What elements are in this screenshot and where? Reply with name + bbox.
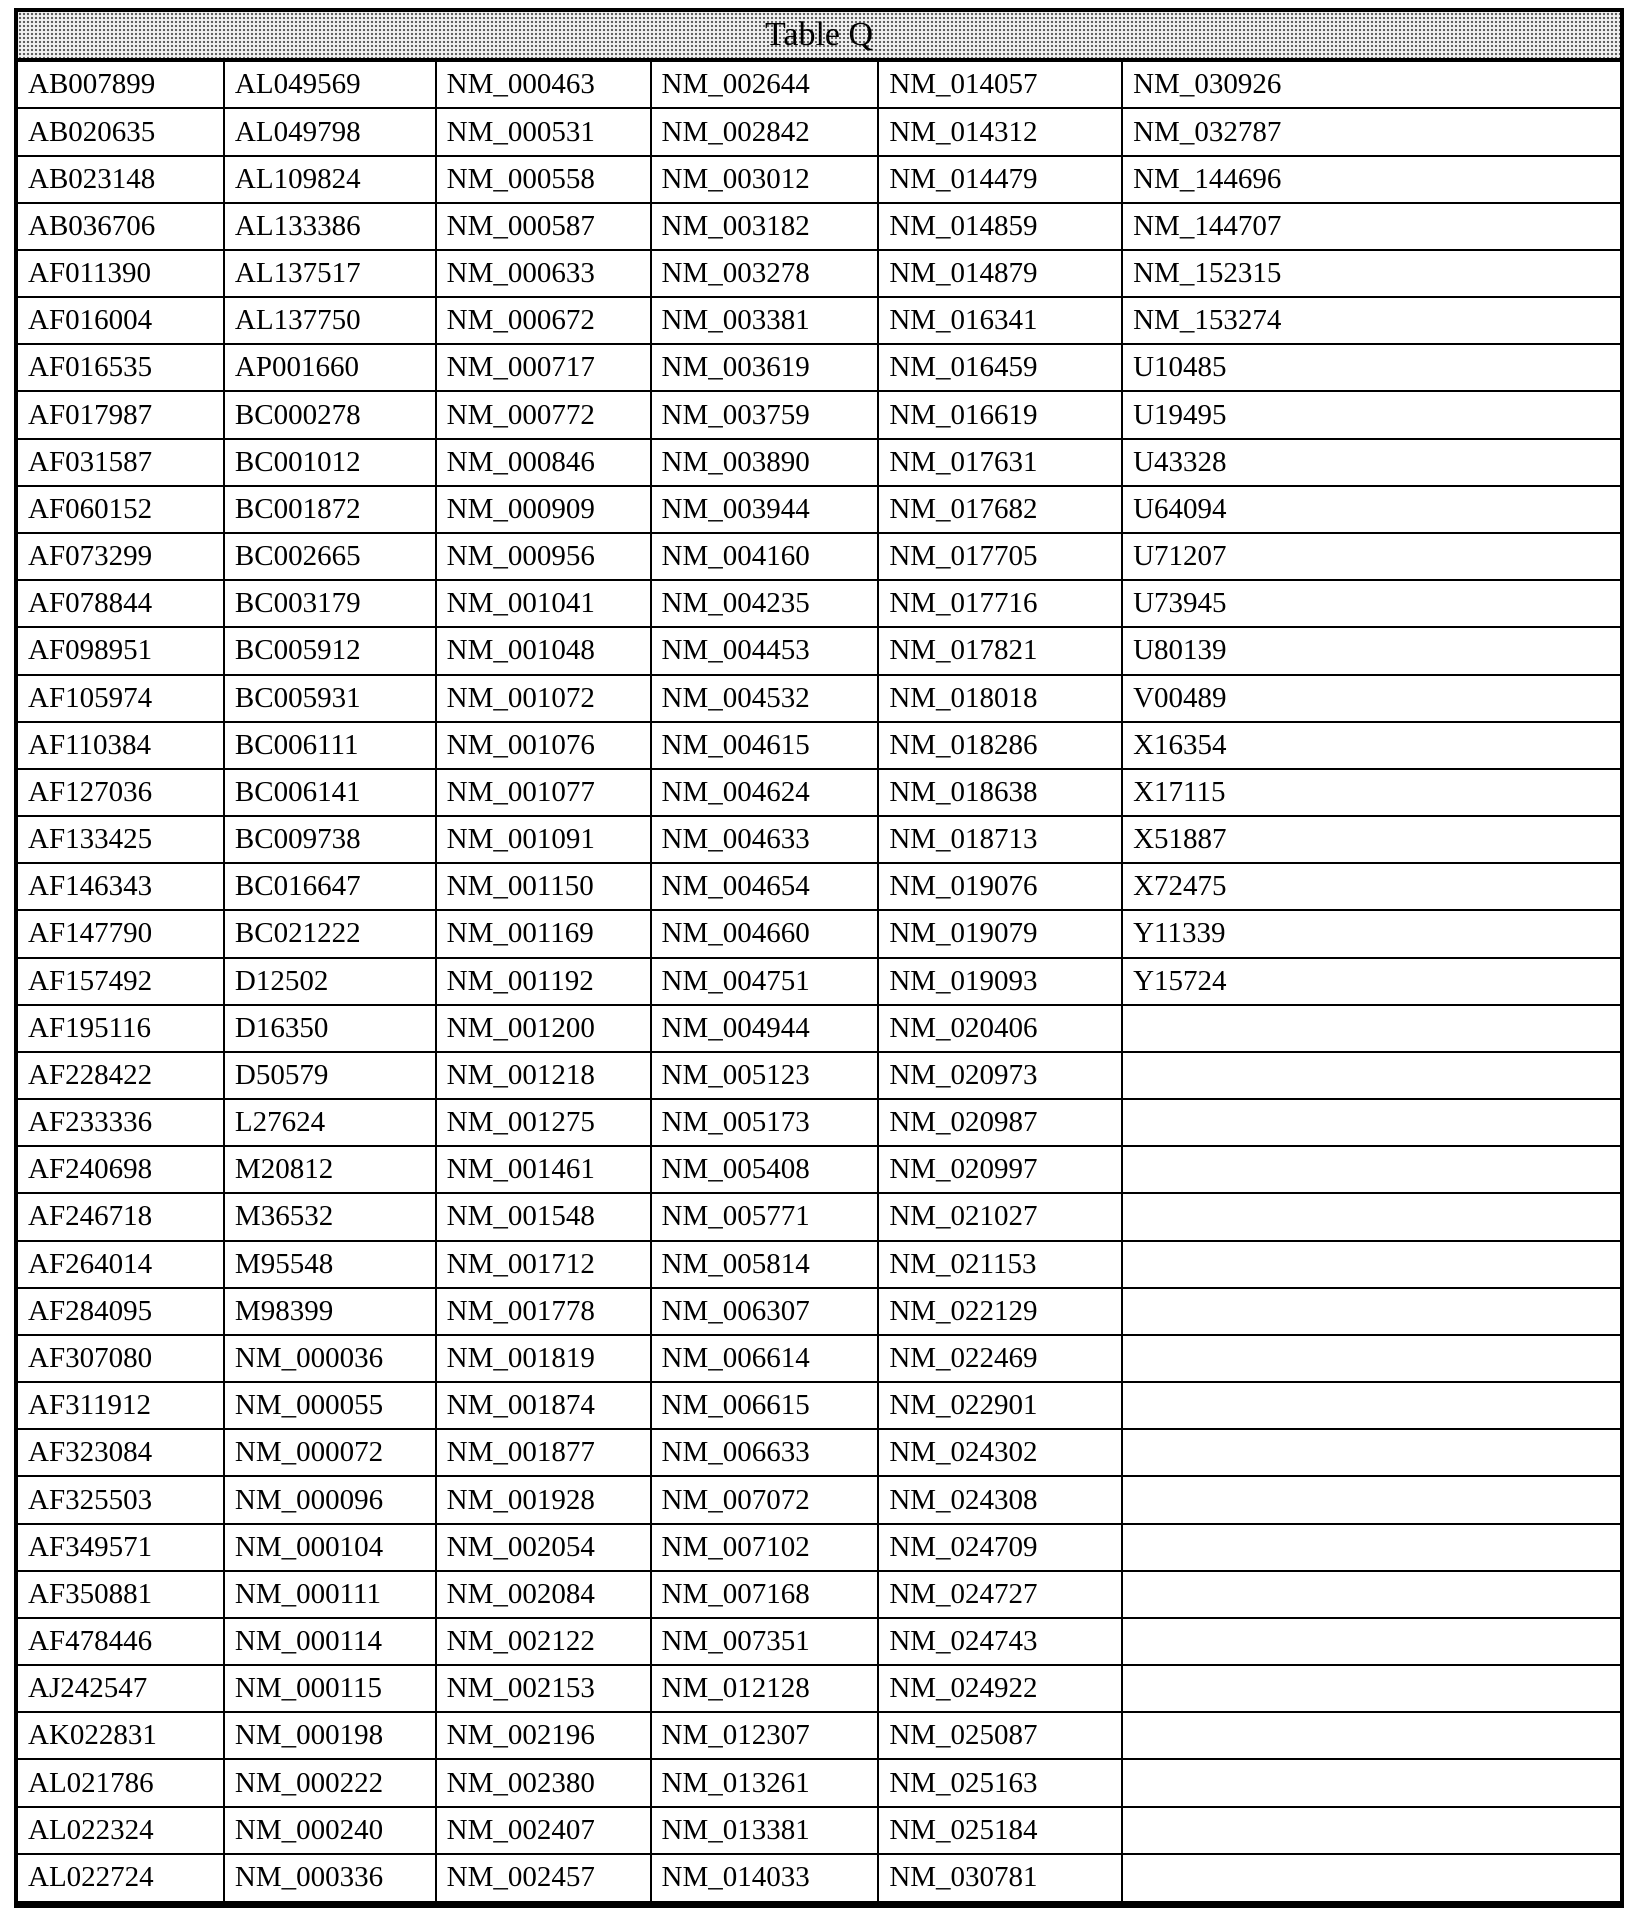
accession-cell: NM_014479 xyxy=(878,156,1122,203)
accession-cell: X51887 xyxy=(1122,816,1621,863)
accession-cell: NM_014033 xyxy=(651,1854,879,1904)
accession-cell: NM_024308 xyxy=(878,1476,1122,1523)
accession-cell: NM_002380 xyxy=(436,1759,651,1806)
accession-cell: NM_002196 xyxy=(436,1712,651,1759)
accession-cell: NM_001548 xyxy=(436,1193,651,1240)
accession-cell: NM_018286 xyxy=(878,722,1122,769)
accession-cell: L27624 xyxy=(224,1099,436,1146)
accession-cell: AL137750 xyxy=(224,297,436,344)
accession-cell: NM_007102 xyxy=(651,1524,879,1571)
accession-cell: NM_018713 xyxy=(878,816,1122,863)
accession-cell xyxy=(1122,1854,1621,1904)
accession-cell xyxy=(1122,1618,1621,1665)
accession-cell xyxy=(1122,1759,1621,1806)
accession-cell: BC001872 xyxy=(224,486,436,533)
accession-cell: AF031587 xyxy=(17,439,224,486)
accession-cell: NM_018018 xyxy=(878,675,1122,722)
accession-cell: NM_004654 xyxy=(651,863,879,910)
accession-cell: NM_017631 xyxy=(878,439,1122,486)
accession-cell: U73945 xyxy=(1122,580,1621,627)
table-row xyxy=(17,1665,1621,1712)
accession-cell xyxy=(1122,1288,1621,1335)
accession-cell: AB023148 xyxy=(17,156,224,203)
accession-cell: AL021786 xyxy=(17,1759,224,1806)
accession-cell: NM_000463 xyxy=(436,60,651,108)
table-row xyxy=(17,1099,1621,1146)
accession-cell: NM_000531 xyxy=(436,108,651,155)
accession-cell: AF240698 xyxy=(17,1146,224,1193)
accession-cell: NM_005814 xyxy=(651,1241,879,1288)
accession-cell: NM_025184 xyxy=(878,1807,1122,1854)
accession-cell: NM_002084 xyxy=(436,1571,651,1618)
table-row xyxy=(17,627,1621,674)
accession-cell: AF060152 xyxy=(17,486,224,533)
accession-cell: AF157492 xyxy=(17,958,224,1005)
accession-cell: AF323084 xyxy=(17,1429,224,1476)
accession-cell: NM_153274 xyxy=(1122,297,1621,344)
accession-cell: U64094 xyxy=(1122,486,1621,533)
accession-cell: NM_152315 xyxy=(1122,250,1621,297)
accession-cell: NM_000222 xyxy=(224,1759,436,1806)
accession-cell: NM_007351 xyxy=(651,1618,879,1665)
accession-cell: NM_004160 xyxy=(651,533,879,580)
accession-cell: NM_001077 xyxy=(436,769,651,816)
accession-cell: AF228422 xyxy=(17,1052,224,1099)
accession-cell: NM_002842 xyxy=(651,108,879,155)
accession-cell xyxy=(1122,1193,1621,1240)
table-row xyxy=(17,203,1621,250)
accession-cell: NM_024922 xyxy=(878,1665,1122,1712)
accession-cell: NM_017821 xyxy=(878,627,1122,674)
accession-cell: NM_001778 xyxy=(436,1288,651,1335)
accession-cell: NM_001461 xyxy=(436,1146,651,1193)
accession-cell: AK022831 xyxy=(17,1712,224,1759)
accession-cell: NM_030781 xyxy=(878,1854,1122,1904)
table-row xyxy=(17,391,1621,438)
table-row xyxy=(17,297,1621,344)
accession-cell: NM_001150 xyxy=(436,863,651,910)
table-row xyxy=(17,108,1621,155)
accession-cell xyxy=(1122,1476,1621,1523)
accession-cell: AL133386 xyxy=(224,203,436,250)
table-row xyxy=(17,580,1621,627)
accession-cell: AF307080 xyxy=(17,1335,224,1382)
accession-cell: NM_005771 xyxy=(651,1193,879,1240)
accession-cell: NM_000111 xyxy=(224,1571,436,1618)
accession-cell: NM_004660 xyxy=(651,910,879,957)
accession-cell: NM_018638 xyxy=(878,769,1122,816)
accession-cell: NM_000240 xyxy=(224,1807,436,1854)
table-row xyxy=(17,344,1621,391)
accession-cell: NM_002054 xyxy=(436,1524,651,1571)
accession-cell: NM_005173 xyxy=(651,1099,879,1146)
accession-cell: NM_000772 xyxy=(436,391,651,438)
accession-cell: M36532 xyxy=(224,1193,436,1240)
table-row xyxy=(17,1571,1621,1618)
accession-cell xyxy=(1122,1665,1621,1712)
accession-cell: NM_000096 xyxy=(224,1476,436,1523)
accession-cell: AF016535 xyxy=(17,344,224,391)
accession-cell xyxy=(1122,1571,1621,1618)
table-row xyxy=(17,486,1621,533)
table-outer-border xyxy=(14,8,1624,1908)
accession-cell: NM_002407 xyxy=(436,1807,651,1854)
accession-cell: NM_014057 xyxy=(878,60,1122,108)
accession-cell: NM_003619 xyxy=(651,344,879,391)
accession-cell: AF478446 xyxy=(17,1618,224,1665)
accession-cell: AF016004 xyxy=(17,297,224,344)
accession-cell: BC016647 xyxy=(224,863,436,910)
accession-cell: AF349571 xyxy=(17,1524,224,1571)
accession-cell xyxy=(1122,1052,1621,1099)
accession-cell: NM_012307 xyxy=(651,1712,879,1759)
accession-cell: U19495 xyxy=(1122,391,1621,438)
accession-cell: NM_003278 xyxy=(651,250,879,297)
accession-cell: NM_020973 xyxy=(878,1052,1122,1099)
accession-cell: NM_000115 xyxy=(224,1665,436,1712)
table-row xyxy=(17,1241,1621,1288)
accession-cell: NM_016341 xyxy=(878,297,1122,344)
table-row xyxy=(17,863,1621,910)
accession-cell: NM_003890 xyxy=(651,439,879,486)
accession-table xyxy=(16,10,1622,1906)
accession-cell: NM_021153 xyxy=(878,1241,1122,1288)
accession-cell: NM_005408 xyxy=(651,1146,879,1193)
accession-cell: NM_004751 xyxy=(651,958,879,1005)
table-body xyxy=(17,60,1621,1904)
table-row xyxy=(17,1005,1621,1052)
accession-cell: U71207 xyxy=(1122,533,1621,580)
accession-cell: NM_000558 xyxy=(436,156,651,203)
table-row xyxy=(17,1712,1621,1759)
accession-cell: AB020635 xyxy=(17,108,224,155)
table-row xyxy=(17,533,1621,580)
accession-cell: V00489 xyxy=(1122,675,1621,722)
table-row xyxy=(17,439,1621,486)
accession-cell: NM_025163 xyxy=(878,1759,1122,1806)
accession-cell: NM_017716 xyxy=(878,580,1122,627)
table-row xyxy=(17,816,1621,863)
accession-cell: NM_019076 xyxy=(878,863,1122,910)
accession-cell: AF127036 xyxy=(17,769,224,816)
accession-cell: BC005931 xyxy=(224,675,436,722)
accession-cell: NM_000846 xyxy=(436,439,651,486)
accession-cell: AL049569 xyxy=(224,60,436,108)
accession-cell: AF146343 xyxy=(17,863,224,910)
accession-cell: AL137517 xyxy=(224,250,436,297)
accession-cell: Y11339 xyxy=(1122,910,1621,957)
accession-cell: NM_001819 xyxy=(436,1335,651,1382)
accession-cell: NM_006615 xyxy=(651,1382,879,1429)
accession-cell: NM_000633 xyxy=(436,250,651,297)
accession-cell: AF195116 xyxy=(17,1005,224,1052)
accession-cell: NM_000114 xyxy=(224,1618,436,1665)
accession-cell xyxy=(1122,1099,1621,1146)
accession-cell: BC005912 xyxy=(224,627,436,674)
accession-cell: NM_000336 xyxy=(224,1854,436,1904)
accession-cell: NM_014312 xyxy=(878,108,1122,155)
accession-cell: AF098951 xyxy=(17,627,224,674)
accession-cell: NM_017705 xyxy=(878,533,1122,580)
accession-cell: NM_007072 xyxy=(651,1476,879,1523)
accession-cell: NM_020987 xyxy=(878,1099,1122,1146)
accession-cell: NM_002457 xyxy=(436,1854,651,1904)
accession-cell: AL109824 xyxy=(224,156,436,203)
accession-cell: NM_020997 xyxy=(878,1146,1122,1193)
table-title: Table Q xyxy=(17,11,1621,60)
table-row xyxy=(17,910,1621,957)
accession-cell: NM_001874 xyxy=(436,1382,651,1429)
accession-cell: NM_000587 xyxy=(436,203,651,250)
table-row xyxy=(17,250,1621,297)
accession-cell: X72475 xyxy=(1122,863,1621,910)
accession-cell: AF284095 xyxy=(17,1288,224,1335)
accession-cell: NM_003012 xyxy=(651,156,879,203)
accession-cell: NM_001877 xyxy=(436,1429,651,1476)
accession-cell: X16354 xyxy=(1122,722,1621,769)
accession-cell xyxy=(1122,1382,1621,1429)
accession-cell: NM_016619 xyxy=(878,391,1122,438)
accession-cell: NM_003182 xyxy=(651,203,879,250)
accession-cell: AP001660 xyxy=(224,344,436,391)
accession-cell: NM_003944 xyxy=(651,486,879,533)
accession-cell: NM_030926 xyxy=(1122,60,1621,108)
accession-cell: NM_144707 xyxy=(1122,203,1621,250)
accession-cell: NM_022901 xyxy=(878,1382,1122,1429)
table-row xyxy=(17,1146,1621,1193)
accession-cell: NM_001928 xyxy=(436,1476,651,1523)
accession-cell: NM_001169 xyxy=(436,910,651,957)
table-row xyxy=(17,1759,1621,1806)
accession-cell: NM_024743 xyxy=(878,1618,1122,1665)
accession-cell: D50579 xyxy=(224,1052,436,1099)
accession-cell: NM_001200 xyxy=(436,1005,651,1052)
accession-cell: AF147790 xyxy=(17,910,224,957)
accession-cell: BC002665 xyxy=(224,533,436,580)
accession-cell: D12502 xyxy=(224,958,436,1005)
table-row xyxy=(17,675,1621,722)
accession-cell: AB036706 xyxy=(17,203,224,250)
accession-cell: NM_001712 xyxy=(436,1241,651,1288)
accession-cell xyxy=(1122,1146,1621,1193)
accession-cell xyxy=(1122,1807,1621,1854)
accession-cell: NM_001091 xyxy=(436,816,651,863)
accession-cell: NM_005123 xyxy=(651,1052,879,1099)
accession-cell: NM_004633 xyxy=(651,816,879,863)
table-row xyxy=(17,1288,1621,1335)
accession-cell: U43328 xyxy=(1122,439,1621,486)
accession-cell: NM_024709 xyxy=(878,1524,1122,1571)
accession-cell: NM_019093 xyxy=(878,958,1122,1005)
accession-cell: M98399 xyxy=(224,1288,436,1335)
accession-cell: AF233336 xyxy=(17,1099,224,1146)
accession-cell: NM_004532 xyxy=(651,675,879,722)
accession-cell: NM_000909 xyxy=(436,486,651,533)
table-row xyxy=(17,1052,1621,1099)
accession-cell: NM_004453 xyxy=(651,627,879,674)
accession-cell: NM_000198 xyxy=(224,1712,436,1759)
accession-cell: NM_024727 xyxy=(878,1571,1122,1618)
accession-cell: BC001012 xyxy=(224,439,436,486)
accession-cell: AF073299 xyxy=(17,533,224,580)
accession-cell: NM_020406 xyxy=(878,1005,1122,1052)
accession-cell: NM_025087 xyxy=(878,1712,1122,1759)
accession-cell: M20812 xyxy=(224,1146,436,1193)
accession-cell: NM_004624 xyxy=(651,769,879,816)
accession-cell xyxy=(1122,1712,1621,1759)
accession-cell: NM_012128 xyxy=(651,1665,879,1712)
accession-cell: AF350881 xyxy=(17,1571,224,1618)
accession-cell: NM_001218 xyxy=(436,1052,651,1099)
accession-cell: AB007899 xyxy=(17,60,224,108)
accession-cell: NM_001076 xyxy=(436,722,651,769)
accession-cell: NM_004944 xyxy=(651,1005,879,1052)
accession-cell: AF264014 xyxy=(17,1241,224,1288)
accession-cell: NM_000672 xyxy=(436,297,651,344)
table-row xyxy=(17,1382,1621,1429)
accession-cell: NM_006614 xyxy=(651,1335,879,1382)
table-row xyxy=(17,60,1621,108)
accession-cell: D16350 xyxy=(224,1005,436,1052)
accession-cell xyxy=(1122,1335,1621,1382)
accession-cell: BC021222 xyxy=(224,910,436,957)
accession-cell: NM_002153 xyxy=(436,1665,651,1712)
accession-cell: U80139 xyxy=(1122,627,1621,674)
accession-cell: NM_032787 xyxy=(1122,108,1621,155)
accession-cell: NM_000717 xyxy=(436,344,651,391)
accession-cell: AL049798 xyxy=(224,108,436,155)
accession-cell: NM_000956 xyxy=(436,533,651,580)
accession-cell: BC006141 xyxy=(224,769,436,816)
table-row xyxy=(17,1807,1621,1854)
accession-cell: AF110384 xyxy=(17,722,224,769)
accession-cell xyxy=(1122,1005,1621,1052)
accession-cell: NM_014879 xyxy=(878,250,1122,297)
accession-cell: NM_001192 xyxy=(436,958,651,1005)
accession-cell xyxy=(1122,1241,1621,1288)
table-row xyxy=(17,1524,1621,1571)
accession-cell: AF311912 xyxy=(17,1382,224,1429)
accession-cell: NM_013381 xyxy=(651,1807,879,1854)
accession-cell: NM_004235 xyxy=(651,580,879,627)
accession-cell: NM_000055 xyxy=(224,1382,436,1429)
accession-cell: Y15724 xyxy=(1122,958,1621,1005)
accession-cell: NM_001072 xyxy=(436,675,651,722)
accession-cell: AF105974 xyxy=(17,675,224,722)
accession-cell: NM_013261 xyxy=(651,1759,879,1806)
accession-cell: BC006111 xyxy=(224,722,436,769)
accession-cell: M95548 xyxy=(224,1241,436,1288)
accession-cell: AF078844 xyxy=(17,580,224,627)
table-row xyxy=(17,1193,1621,1240)
accession-cell: NM_019079 xyxy=(878,910,1122,957)
accession-cell: AF246718 xyxy=(17,1193,224,1240)
accession-cell: AL022324 xyxy=(17,1807,224,1854)
accession-cell: AL022724 xyxy=(17,1854,224,1904)
accession-cell: BC000278 xyxy=(224,391,436,438)
accession-cell: NM_000036 xyxy=(224,1335,436,1382)
accession-cell: AF011390 xyxy=(17,250,224,297)
accession-cell: NM_017682 xyxy=(878,486,1122,533)
table-row xyxy=(17,1476,1621,1523)
accession-cell: NM_004615 xyxy=(651,722,879,769)
accession-cell: NM_022469 xyxy=(878,1335,1122,1382)
accession-cell xyxy=(1122,1524,1621,1571)
accession-cell: NM_006307 xyxy=(651,1288,879,1335)
accession-cell: NM_000104 xyxy=(224,1524,436,1571)
accession-cell: NM_022129 xyxy=(878,1288,1122,1335)
accession-cell: NM_002644 xyxy=(651,60,879,108)
accession-cell: NM_002122 xyxy=(436,1618,651,1665)
table-row xyxy=(17,769,1621,816)
accession-cell: U10485 xyxy=(1122,344,1621,391)
accession-cell: NM_014859 xyxy=(878,203,1122,250)
accession-cell: AF133425 xyxy=(17,816,224,863)
table-row xyxy=(17,1618,1621,1665)
accession-cell: BC009738 xyxy=(224,816,436,863)
accession-cell: NM_001041 xyxy=(436,580,651,627)
table-row xyxy=(17,722,1621,769)
table-row xyxy=(17,1854,1621,1904)
table-header-row xyxy=(17,11,1621,60)
accession-cell: NM_007168 xyxy=(651,1571,879,1618)
accession-cell: NM_006633 xyxy=(651,1429,879,1476)
accession-cell xyxy=(1122,1429,1621,1476)
accession-cell: X17115 xyxy=(1122,769,1621,816)
accession-cell: NM_144696 xyxy=(1122,156,1621,203)
table-row xyxy=(17,958,1621,1005)
table-row xyxy=(17,1335,1621,1382)
accession-cell: NM_001275 xyxy=(436,1099,651,1146)
accession-cell: NM_001048 xyxy=(436,627,651,674)
accession-cell: NM_003381 xyxy=(651,297,879,344)
accession-cell: NM_021027 xyxy=(878,1193,1122,1240)
accession-cell: NM_000072 xyxy=(224,1429,436,1476)
accession-cell: BC003179 xyxy=(224,580,436,627)
table-row xyxy=(17,1429,1621,1476)
table-row xyxy=(17,156,1621,203)
accession-cell: NM_016459 xyxy=(878,344,1122,391)
accession-cell: AF017987 xyxy=(17,391,224,438)
accession-cell: NM_024302 xyxy=(878,1429,1122,1476)
accession-cell: NM_003759 xyxy=(651,391,879,438)
accession-cell: AF325503 xyxy=(17,1476,224,1523)
accession-cell: AJ242547 xyxy=(17,1665,224,1712)
